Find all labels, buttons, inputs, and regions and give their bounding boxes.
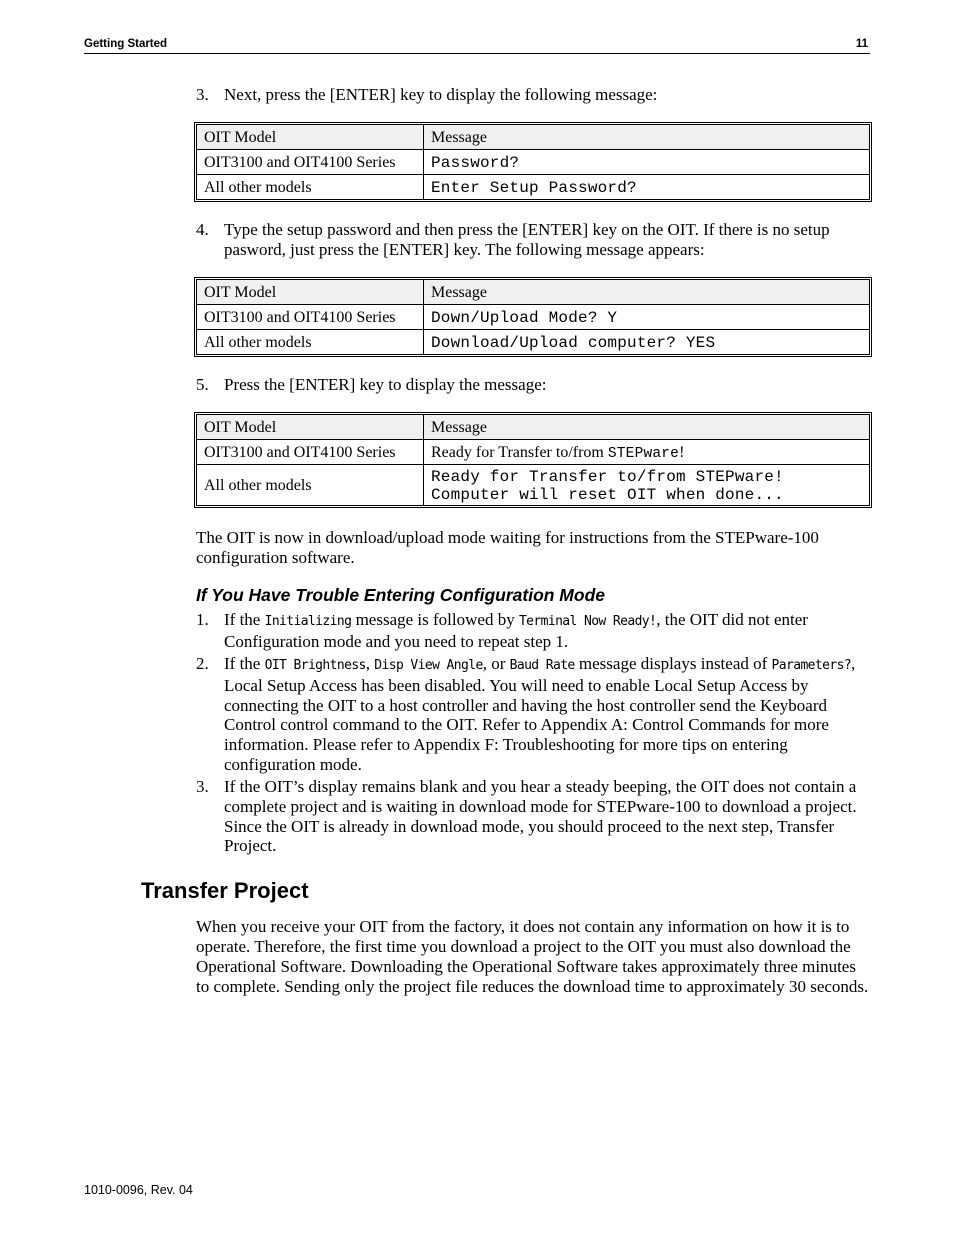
message-text: Ready for Transfer to/from (431, 443, 608, 461)
header-cell-message: Message (424, 125, 870, 150)
text: message is followed by (351, 610, 519, 629)
section-title: Transfer Project (141, 878, 309, 903)
message-table-1 (196, 124, 870, 200)
item-number: 1. (196, 610, 209, 629)
page-header (84, 37, 870, 54)
item-number: 2. (196, 654, 209, 673)
subheading-trouble: If You Have Trouble Entering Configuration Mode (196, 585, 605, 605)
item-text (224, 654, 866, 775)
cell-model: All other models (197, 465, 424, 506)
lcd-message: Disp View Angle (374, 658, 483, 673)
table-header-row (197, 280, 870, 305)
header-cell-message: Message (424, 415, 870, 440)
lcd-message: Parameters? (771, 658, 852, 673)
cell-model: OIT3100 and OIT4100 Series (197, 305, 424, 330)
paragraph-mode-status: The OIT is now in download/upload mode waiting for instructions from the STEPware-100 configuration software. (196, 528, 819, 567)
text: If the (224, 654, 265, 673)
table-row (197, 175, 870, 200)
page-footer: 1010-0096, Rev. 04 (84, 1183, 193, 1197)
message-table-2 (196, 279, 870, 355)
cell-model: All other models (197, 175, 424, 200)
text: , Local Setup Access has been disabled. You will need to enable Local Setup Access by connecting the OIT to a host controller and having the host controller send the Keyboard Control control command to the OIT. Refer to Appendix A: Control Commands for more information. Please refer to Appendix F: Troubleshooting for more tips on entering configuration mode. (224, 654, 856, 774)
cell-message: Password? (424, 150, 870, 175)
step-number: 4. (196, 220, 209, 239)
message-table-3 (196, 414, 870, 506)
step-number: 3. (196, 85, 209, 104)
step-3 (196, 85, 866, 105)
message-line: Ready for Transfer to/from STEPware! (431, 468, 784, 486)
message-line: Computer will reset OIT when done... (431, 486, 784, 504)
item-text (224, 610, 866, 652)
trouble-item-3 (196, 777, 866, 856)
lcd-message: Terminal Now Ready! (518, 614, 657, 629)
trouble-item-1 (196, 610, 866, 652)
table-row (197, 465, 870, 506)
item-number: 3. (196, 777, 209, 796)
text: , (365, 654, 375, 673)
text: , the OIT did not enter Configuration mode and you need to repeat step 1. (224, 610, 808, 651)
message-suffix: ! (679, 443, 685, 461)
step-number: 5. (196, 375, 209, 394)
table-row (197, 330, 870, 355)
page-number: 11 (855, 38, 868, 50)
cell-message: Down/Upload Mode? Y (424, 305, 870, 330)
header-cell-model: OIT Model (197, 280, 424, 305)
text: , or (482, 654, 510, 673)
cell-model: OIT3100 and OIT4100 Series (197, 440, 424, 465)
table-row (197, 150, 870, 175)
step-4 (196, 220, 866, 259)
table-row (197, 305, 870, 330)
cell-message: Download/Upload computer? YES (424, 330, 870, 355)
header-section-title: Getting Started (84, 38, 168, 50)
paragraph-transfer: When you receive your OIT from the factory, it does not contain any information on how it is to operate. Therefore, the first time you download a project to the OIT you must also download the Operational Software. Downloading the Operational Software takes approximately three minutes to complete. Sending only the project file reduces the download time to approximately 30 seconds. (196, 917, 869, 996)
text: If the (224, 610, 265, 629)
step-text: Type the setup password and then press the [ENTER] key on the OIT. If there is no setup pasword, just press the [ENTER] key. The following message appears: (224, 220, 830, 259)
step-text: Next, press the [ENTER] key to display the following message: (224, 85, 658, 104)
step-text: Press the [ENTER] key to display the message: (224, 375, 547, 394)
table-header-row (197, 125, 870, 150)
stepware-mono: STEPware (607, 445, 680, 462)
text: message displays instead of (574, 654, 772, 673)
header-cell-model: OIT Model (197, 125, 424, 150)
cell-message (424, 440, 870, 465)
step-5 (196, 375, 866, 395)
lcd-message: Baud Rate (509, 658, 575, 673)
lcd-message: Initializing (264, 614, 352, 629)
cell-model: All other models (197, 330, 424, 355)
cell-model: OIT3100 and OIT4100 Series (197, 150, 424, 175)
table-row (197, 440, 870, 465)
item-text: If the OIT’s display remains blank and you hear a steady beeping, the OIT does not contain a complete project and is waiting in download mode for STEPware-100 to download a project. Since the OIT is already in download mode, you should proceed to the next step, Transfer Project. (224, 777, 857, 856)
trouble-item-2 (196, 654, 866, 775)
header-cell-model: OIT Model (197, 415, 424, 440)
table-header-row (197, 415, 870, 440)
lcd-message: OIT Brightness (264, 658, 366, 673)
cell-message: Enter Setup Password? (424, 175, 870, 200)
header-cell-message: Message (424, 280, 870, 305)
cell-message (424, 465, 870, 506)
